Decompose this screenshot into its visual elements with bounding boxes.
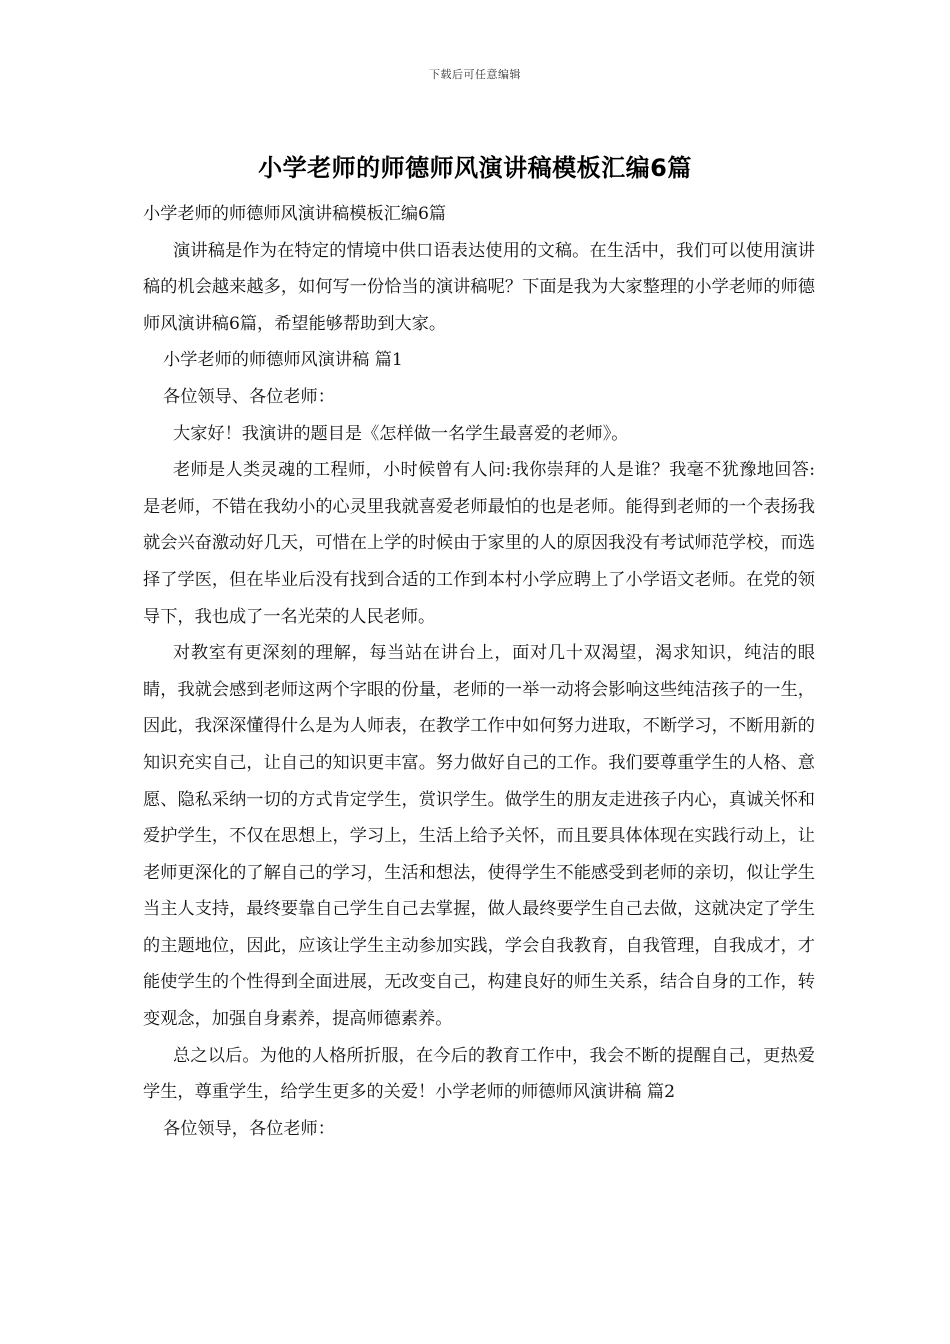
body-paragraph: 总之以后。为他的人格所折服，在今后的教育工作中，我会不断的提醒自己，更热爱学生，尊重学生，给学生更多的关爱！小学老师的师德师风演讲稿 篇2: [143, 1045, 815, 1103]
body-paragraph: 对教室有更深刻的理解，每当站在讲台上，面对几十双渴望，渴求知识，纯洁的眼睛，我就会感到老师这两个字眼的份量，老师的一举一动将会影响这些纯洁孩子的一生，因此，我深深懂得什么是为人师表，在教学工作中如何努力进取，不断学习，不断用新的知识充实自己，让自己的知识更丰富。努力做好自己的工作。我们要尊重学生的人格、意愿、隐私采纳一切的方式肯定学生，赏识学生。做学生的朋友走进孩子内心，真诚关怀和爱护学生，不仅在思想上，学习上，生活上给予关怀，而且要具体体现在实践行动上，让老师更深化的了解自己的学习，生活和想法，使得学生不能感受到老师的亲切，似让学生当主人支持，最终要靠自己学生自己去掌握，做人最终要学生自己去做，这就决定了学生的主题地位，因此，应该让学生主动参加实践，学会自我教育，自我管理，自我成才，才能使学生的个性得到全面进展，无改变自己，构建良好的师生关系，结合自身的工作，转变观念，加强自身素养，提高师德素养。: [143, 643, 815, 1030]
document-title: 小学老师的师德师风演讲稿模板汇编6篇: [258, 154, 692, 182]
greeting-paragraph: 大家好！我演讲的题目是《怎样做一名学生最喜爱的老师》。: [173, 423, 629, 444]
subtitle-paragraph: 小学老师的师德师风演讲稿模板汇编6篇: [143, 204, 447, 224]
body-paragraph: 老师是人类灵魂的工程师，小时候曾有人问:我你崇拜的人是谁？我毫不犹豫地回答:是老师，不错在我幼小的心灵里我就喜爱老师最怕的也是老师。能得到老师的一个表扬我就会兴奋激动好几天，可惜在上学的时候由于家里的人的原因我没有考试师范学校，而选择了学医，但在毕业后没有找到合适的工作到本村小学应聘上了小学语文老师。在党的领导下，我也成了一名光荣的人民老师。: [143, 460, 815, 627]
header-note: 下载后可任意编辑: [429, 68, 521, 81]
intro-paragraph: 演讲稿是作为在特定的情境中供口语表达使用的文稿。在生活中，我们可以使用演讲稿的机会越来越多，如何写一份恰当的演讲稿呢？下面是我为大家整理的小学老师的师德师风演讲稿6篇，希望能够帮助到大家。: [143, 240, 815, 334]
section-heading-1: 小学老师的师德师风演讲稿 篇1: [163, 350, 403, 371]
salutation-paragraph-2: 各位领导，各位老师：: [163, 1118, 335, 1139]
salutation-paragraph: 各位领导、各位老师：: [163, 386, 335, 407]
document-body: [143, 196, 815, 1147]
